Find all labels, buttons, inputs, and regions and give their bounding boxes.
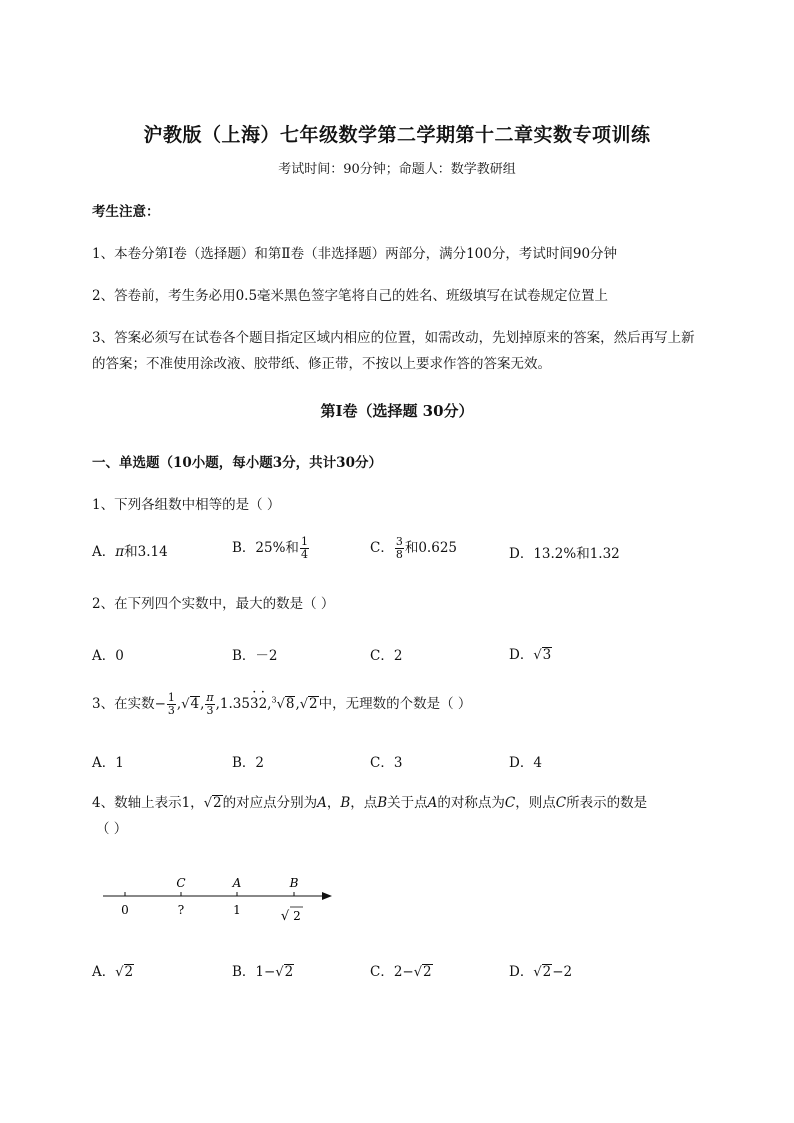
cube-root-icon: √ — [276, 697, 285, 712]
q4-option-c — [370, 960, 433, 980]
number-line-arrow-icon — [322, 892, 332, 900]
q3-comma-1: , — [176, 696, 182, 712]
q4-d-rad: 2 — [542, 964, 552, 980]
q4-option-a — [92, 960, 134, 980]
q3-frac-2 — [205, 692, 214, 717]
q4-b-rad: 2 — [284, 964, 294, 980]
q4-stem-1: 4、数轴上表示1， — [92, 795, 204, 811]
sqrt-icon: √ — [413, 965, 423, 980]
q3-option-a: A．1 — [92, 755, 124, 771]
q3-stem-prefix: 3、在实数 — [92, 696, 155, 712]
notice-heading: 考生注意： — [92, 204, 160, 220]
q4-stem-7: 所表示的数是 — [566, 795, 648, 811]
q4-stem-4: 关于点 — [387, 795, 428, 811]
q1-b-den: 4 — [300, 548, 308, 561]
q3-decimal-dot-1: · 3 — [250, 696, 259, 712]
q1-option-c — [370, 536, 457, 561]
q1-option-d: D．13.2%和1.32 — [509, 546, 620, 562]
q1-option-b — [232, 536, 310, 561]
q4-var-b-2: B — [377, 795, 388, 811]
q1-a-rest: 和3.14 — [124, 544, 168, 560]
q1-option-a — [92, 540, 168, 560]
q4-var-b: B — [340, 795, 351, 811]
point-label-a: A — [232, 876, 242, 890]
q4-var-a: A — [317, 795, 327, 811]
q4-b-label: B．1− — [232, 964, 276, 980]
q3-comma-2: , — [200, 696, 205, 712]
question-2-stem: 2、在下列四个实数中，最大的数是（ ） — [92, 596, 335, 612]
q1-c-rest: 和0.625 — [404, 540, 457, 556]
q4-a-label: A． — [92, 964, 116, 980]
q2-option-c: C．2 — [370, 648, 403, 664]
q4-var-c-2: C — [555, 795, 567, 811]
q3-r1: 4 — [190, 696, 200, 712]
q4-stem-2: 的对应点分别为 — [222, 795, 318, 811]
q4-d-rest: −2 — [552, 964, 573, 980]
q3-stem-suffix: 中，无理数的个数是（ ） — [318, 696, 472, 712]
q2-option-b: B．－2 — [232, 648, 278, 664]
q3-cube-index: 3 — [271, 695, 277, 705]
q4-c-label: C．2− — [370, 964, 414, 980]
q4-stem-3: ，点 — [350, 795, 378, 811]
q1-b-fraction — [300, 536, 309, 561]
number-line-figure — [95, 870, 345, 930]
q3-decimal-a: 1.35 — [219, 696, 250, 712]
q2-option-d — [509, 643, 552, 663]
page-subtitle: 考试时间：90分钟；命题人：数学教研组 — [278, 162, 516, 177]
q1-c-label: C． — [370, 540, 394, 556]
sqrt-icon: √ — [533, 648, 542, 663]
q4-var-a-2: A — [427, 795, 438, 811]
q4-a-rad: 2 — [124, 964, 134, 980]
tick-label-sqrt2: 2 — [293, 909, 301, 923]
sqrt-icon: √ — [533, 965, 542, 980]
q4-stem-rad: 2 — [212, 795, 222, 811]
section-title: 第I卷（选择题 30分） — [320, 402, 474, 420]
q2-d-label: D． — [509, 647, 534, 663]
q1-b-num: 1 — [300, 535, 308, 548]
q1-c-num: 3 — [395, 535, 403, 548]
q3-f1-num: 1 — [167, 691, 175, 704]
q4-option-d — [509, 960, 572, 980]
q3-neg: − — [154, 696, 166, 712]
sqrt-icon: √ — [280, 909, 290, 924]
q3-r3: 2 — [309, 696, 318, 712]
q4-stem-5: 的对称点为 — [437, 795, 505, 811]
sqrt-icon: √ — [203, 796, 212, 811]
tick-label-unknown: ? — [177, 903, 185, 917]
q3-f2-num: π — [206, 691, 214, 704]
q3-r2: 8 — [285, 696, 295, 712]
q4-option-b — [232, 960, 294, 980]
point-label-b: B — [289, 876, 299, 890]
sqrt-icon: √ — [181, 697, 190, 712]
q3-comma-3: , — [215, 696, 220, 712]
tick-label-1: 1 — [233, 903, 241, 917]
notice-item-1: 1、本卷分第I卷（选择题）和第Ⅱ卷（非选择题）两部分，满分100分，考试时间90分钟 — [92, 246, 618, 262]
point-label-c: C — [176, 876, 186, 890]
q1-a-pi: π — [115, 544, 125, 560]
q3-option-c: C．3 — [370, 755, 403, 771]
q4-sep: ， — [326, 795, 341, 811]
q2-d-radicand: 3 — [542, 647, 552, 663]
tick-label-0: 0 — [121, 903, 129, 917]
q4-var-c: C — [504, 795, 516, 811]
q4-stem-6: ，则点 — [515, 795, 556, 811]
q3-option-b: B．2 — [232, 755, 265, 771]
question-4-stem — [92, 791, 647, 811]
part-heading: 一、单选题（10小题，每小题3分，共计30分） — [92, 455, 382, 471]
q4-c-rad: 2 — [423, 964, 432, 980]
notice-item-2: 2、答卷前，考生务必用0.5毫米黑色签字笔将自己的姓名、班级填写在试卷规定位置上 — [92, 288, 609, 304]
q3-comma-5: , — [295, 696, 300, 712]
q1-a-label: A． — [92, 544, 116, 560]
q1-b-label: B．25%和 — [232, 540, 299, 556]
q3-comma-4: , — [267, 696, 272, 712]
notice-item-3: 3、答案必须写在试卷各个题目指定区域内相应的位置，如需改动，先划掉原来的答案，然后再写上新 — [92, 330, 695, 346]
q4-paren: （ ） — [96, 821, 128, 837]
q1-c-den: 8 — [395, 548, 403, 561]
page-title: 沪教版（上海）七年级数学第二学期第十二章实数专项训练 — [143, 124, 651, 146]
sqrt-icon: √ — [275, 965, 284, 980]
q3-f1-den: 3 — [167, 704, 175, 717]
q1-c-fraction — [395, 536, 404, 561]
sqrt-icon: √ — [299, 697, 309, 712]
q3-f2-den: 3 — [206, 704, 214, 717]
notice-item-3-cont: 的答案；不准使用涂改液、胶带纸、修正带，不按以上要求作答的答案无效。 — [92, 356, 551, 372]
question-1-stem: 1、下列各组数中相等的是（ ） — [92, 497, 281, 513]
q4-d-label: D． — [509, 964, 534, 980]
question-3-stem — [92, 692, 471, 717]
q3-option-d: D．4 — [509, 755, 542, 771]
sqrt-icon: √ — [115, 965, 124, 980]
q3-decimal-dot-2: · 2 — [259, 696, 268, 712]
q3-frac-1 — [167, 692, 176, 717]
q2-option-a: A．0 — [92, 648, 124, 664]
